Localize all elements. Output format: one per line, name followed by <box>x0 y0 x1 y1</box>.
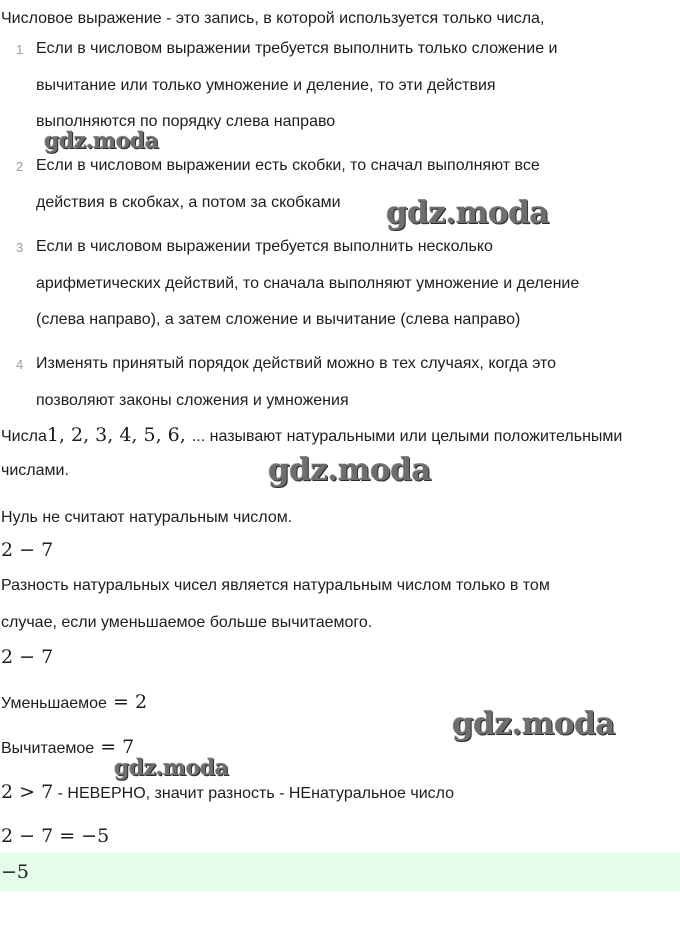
rule-number: 4 <box>16 357 24 372</box>
rule-line: Если в числовом выражении требуется выполнить только сложение и <box>36 40 558 57</box>
naturals-suffix: ... называют натуральными или целыми положительными <box>191 428 623 445</box>
comparison-math: 2 > 7 <box>1 781 54 803</box>
expression-1: 2 − 7 <box>1 539 54 561</box>
subtrahend-label: Вычитаемое <box>1 740 95 757</box>
rule-line: позволяют законы сложения и умножения <box>36 392 349 409</box>
rule-line: вычитание или только умножение и деление, то эти действия <box>36 77 496 94</box>
answer-value: −5 <box>1 861 30 883</box>
minuend-line <box>1 692 147 714</box>
difference-rule-line: случае, если уменьшаемое больше вычитаемого. <box>1 614 373 631</box>
comparison-line <box>1 782 454 804</box>
watermark: gdz.moda <box>268 452 431 488</box>
rule-line: (слева направо), а затем сложение и вычитание (слева направо) <box>36 311 521 328</box>
rule-line: арифметических действий, то сначала выполняют умножение и деление <box>36 275 580 292</box>
comparison-text: - НЕВЕРНО, значит разность - НЕнатуральное число <box>53 785 455 802</box>
rule-number: 3 <box>16 240 24 255</box>
minuend-value: = 2 <box>106 691 148 713</box>
naturals-definition-cont: числами. <box>1 462 69 479</box>
rule-line: Если в числовом выражении требуется выполнить несколько <box>36 238 493 255</box>
answer-box <box>0 853 680 891</box>
naturals-definition <box>1 425 622 447</box>
rule-line: действия в скобках, а потом за скобками <box>36 194 341 211</box>
minuend-label: Уменьшаемое <box>1 695 107 712</box>
naturals-math: 1, 2, 3, 4, 5, 6, <box>46 424 192 446</box>
rule-line: Изменять принятый порядок действий можно в тех случаях, когда это <box>36 355 557 372</box>
difference-rule-line: Разность натуральных чисел является натуральным числом только в том <box>1 577 550 594</box>
rule-number: 1 <box>16 42 24 57</box>
rule-line: Если в числовом выражении есть скобки, то сначал выполняют все <box>36 157 540 174</box>
watermark: gdz.moda <box>114 755 229 781</box>
watermark: gdz.moda <box>452 706 615 742</box>
rule-line: выполняются по порядку слева направо <box>36 113 336 130</box>
watermark: gdz.moda <box>386 195 549 231</box>
rule-number: 2 <box>16 159 24 174</box>
subtrahend-value: = 7 <box>94 736 135 758</box>
naturals-prefix: Числа <box>1 428 47 445</box>
expression-2: 2 − 7 <box>1 646 54 668</box>
zero-note: Нуль не считают натуральным числом. <box>1 509 293 526</box>
intro-text: Числовое выражение - это запись, в которой используется только числа, <box>1 10 545 27</box>
equation: 2 − 7 = −5 <box>1 825 110 847</box>
watermark: gdz.moda <box>44 128 159 154</box>
